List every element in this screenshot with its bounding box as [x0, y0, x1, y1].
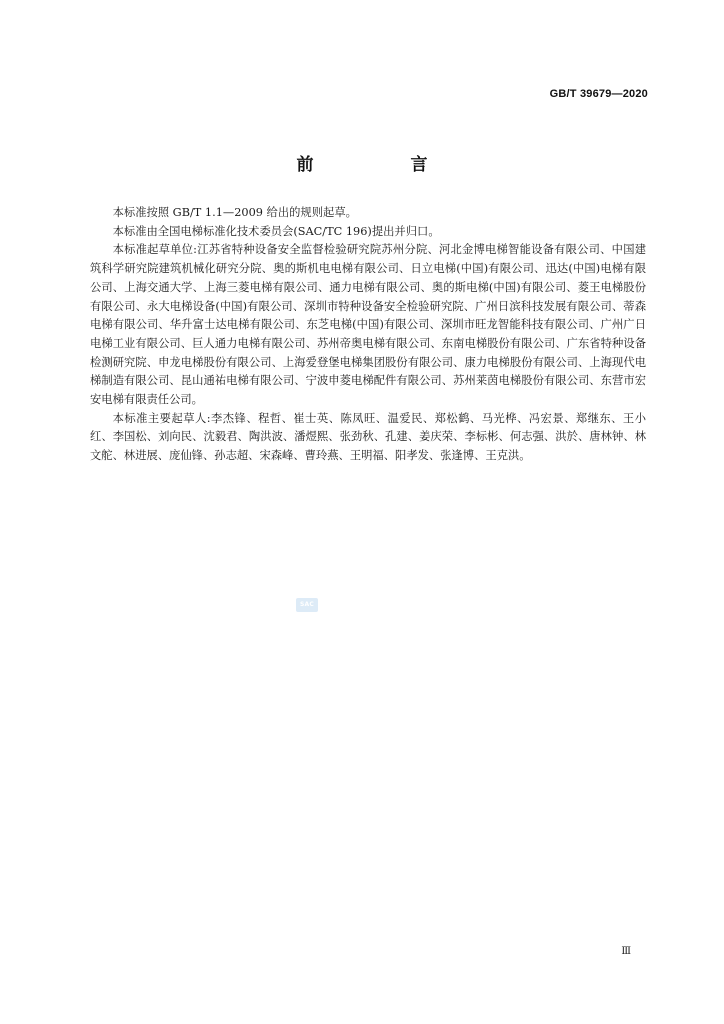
- paragraph-drafting-units: 本标准起草单位:江苏省特种设备安全监督检验研究院苏州分院、河北金博电梯智能设备有限公司、中国建筑科学研究院建筑机械化研究分院、奥的斯机电电梯有限公司、日立电梯(中国)有限公司、迅达(中国)电梯有限公司、上海交通大学、上海三菱电梯有限公司、通力电梯有限公司、奥的斯电梯(中国)有限公司、菱王电梯股份有限公司、永大电梯设备(中国)有限公司、深圳市特种设备安全检验研究院、广州日滨科技发展有限公司、蒂森电梯有限公司、华升富士达电梯有限公司、东芝电梯(中国)有限公司、深圳市旺龙智能科技有限公司、广州广日电梯工业有限公司、巨人通力电梯有限公司、苏州帝奥电梯有限公司、东南电梯股份有限公司、广东省特种设备检测研究院、申龙电梯股份有限公司、上海爱登堡电梯集团股份有限公司、康力电梯股份有限公司、上海现代电梯制造有限公司、昆山通祐电梯有限公司、宁波申菱电梯配件有限公司、苏州莱茵电梯股份有限公司、东营市宏安电梯有限责任公司。: [90, 243, 646, 407]
- page-title: 前 言: [296, 155, 468, 175]
- foreword-body: [90, 204, 646, 466]
- paragraph-drafting-rules: 本标准按照 GB/T 1.1—2009 给出的规则起草。: [112, 206, 357, 219]
- paragraph-drafters: 本标准主要起草人:李杰锋、程哲、崔士英、陈凤旺、温爱民、郑松鹤、马光桦、冯宏景、郑继东、王小红、李国松、刘向民、沈毅君、陶洪波、潘煜熙、张劲秋、孔建、姜庆荣、李标彬、何志强、洪於、唐林钟、林文舵、林进展、庞仙锋、孙志超、宋森峰、曹玲燕、王明福、阳孝发、张逢博、王克洪。: [90, 411, 646, 463]
- page-number: Ⅲ: [621, 946, 631, 957]
- paragraph-committee: 本标准由全国电梯标准化技术委员会(SAC/TC 196)提出并归口。: [112, 224, 440, 238]
- standard-code: GB/T 39679—2020: [549, 88, 648, 100]
- sac-watermark-logo: SAC: [296, 598, 318, 612]
